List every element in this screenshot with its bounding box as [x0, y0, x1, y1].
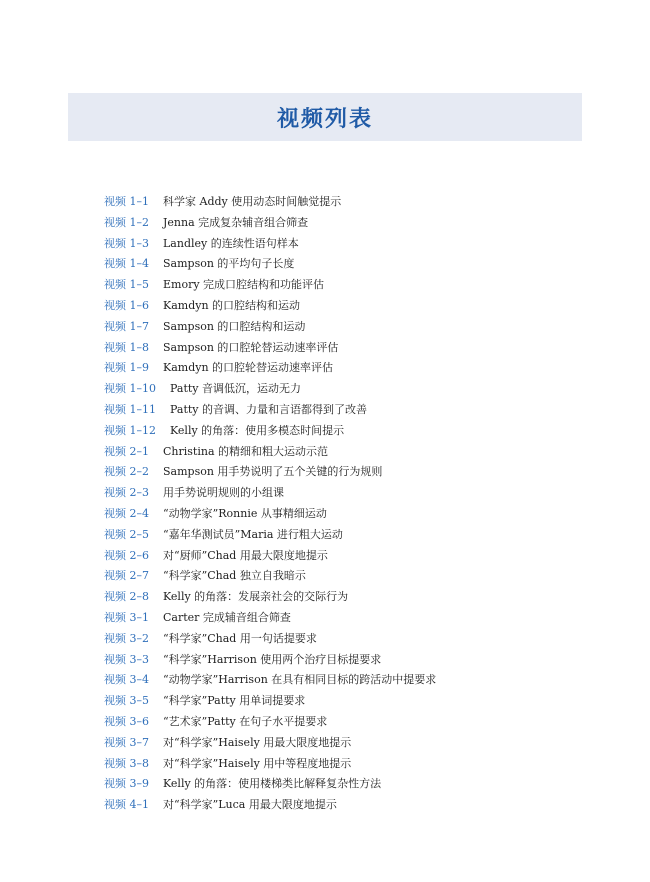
video-label[interactable]: 视频 2–1: [104, 444, 149, 458]
video-label[interactable]: 视频 1–8: [104, 340, 149, 354]
video-title: Jenna 完成复杂辅音组合筛查: [163, 215, 309, 229]
list-item[interactable]: [104, 546, 584, 567]
list-item[interactable]: [104, 234, 584, 255]
video-label[interactable]: 视频 2–8: [104, 590, 149, 604]
video-title: Kelly 的角落：使用楼梯类比解释复杂性方法: [163, 777, 382, 791]
video-label[interactable]: 视频 1–2: [104, 215, 149, 229]
video-title: Sampson 用手势说明了五个关键的行为规则: [163, 465, 383, 479]
video-title: 对“科学家”Haisely 用最大限度地提示: [163, 735, 352, 749]
list-item[interactable]: [104, 650, 584, 671]
video-label[interactable]: 视频 1–12: [104, 423, 156, 437]
video-title: Carter 完成辅音组合筛查: [163, 610, 291, 624]
video-label[interactable]: 视频 3–3: [104, 652, 149, 666]
list-item[interactable]: [104, 442, 584, 463]
list-item[interactable]: [104, 629, 584, 650]
list-item[interactable]: [104, 254, 584, 275]
video-label[interactable]: 视频 3–2: [104, 631, 149, 645]
video-label[interactable]: 视频 2–4: [104, 506, 149, 520]
video-label[interactable]: 视频 2–7: [104, 569, 149, 583]
list-item[interactable]: [104, 213, 584, 234]
video-label[interactable]: 视频 3–1: [104, 610, 149, 624]
list-item[interactable]: [104, 733, 584, 754]
video-title: Patty 音调低沉，运动无力: [170, 382, 302, 396]
list-item[interactable]: [104, 400, 584, 421]
video-label[interactable]: 视频 4–1: [104, 798, 149, 812]
list-item[interactable]: [104, 566, 584, 587]
video-title: 用手势说明规则的小组课: [163, 486, 284, 500]
video-list: [104, 192, 584, 816]
list-item[interactable]: [104, 317, 584, 338]
video-title: “艺术家”Patty 在句子水平提要求: [163, 714, 328, 728]
video-label[interactable]: 视频 3–5: [104, 694, 149, 708]
list-item[interactable]: [104, 483, 584, 504]
video-label[interactable]: 视频 2–3: [104, 486, 149, 500]
video-label[interactable]: 视频 2–2: [104, 465, 149, 479]
page-title: 视频列表: [276, 105, 373, 132]
list-item[interactable]: [104, 608, 584, 629]
video-label[interactable]: 视频 1–6: [104, 298, 149, 312]
list-item[interactable]: [104, 504, 584, 525]
video-title: “科学家”Chad 独立自我暗示: [163, 569, 306, 583]
video-title: Landley 的连续性语句样本: [163, 236, 299, 250]
list-item[interactable]: [104, 774, 584, 795]
video-title: Sampson 的口腔结构和运动: [163, 319, 306, 333]
video-title: Emory 完成口腔结构和功能评估: [163, 278, 325, 292]
video-label[interactable]: 视频 1–10: [104, 382, 156, 396]
video-label[interactable]: 视频 3–4: [104, 673, 149, 687]
list-item[interactable]: [104, 795, 584, 816]
list-item[interactable]: [104, 670, 584, 691]
video-title: 科学家 Addy 使用动态时间触觉提示: [163, 195, 342, 208]
list-item[interactable]: [104, 462, 584, 483]
title-band: [68, 93, 582, 141]
video-label[interactable]: 视频 3–8: [104, 756, 149, 770]
video-title: Kamdyn 的口腔结构和运动: [163, 298, 301, 312]
video-title: Sampson 的平均句子长度: [163, 257, 295, 271]
video-title: “动物学家”Ronnie 从事精细运动: [163, 506, 327, 520]
video-title: “嘉年华测试员”Maria 进行粗大运动: [163, 527, 343, 541]
video-label[interactable]: 视频 1–9: [104, 361, 149, 375]
video-title: Patty 的音调、力量和言语都得到了改善: [170, 402, 368, 416]
video-label[interactable]: 视频 1–7: [104, 319, 149, 333]
list-item[interactable]: [104, 587, 584, 608]
video-title: Christina 的精细和粗大运动示范: [163, 444, 328, 458]
list-item[interactable]: [104, 712, 584, 733]
video-title: “动物学家”Harrison 在具有相同目标的跨活动中提要求: [163, 673, 437, 687]
video-label[interactable]: 视频 1–1: [104, 195, 149, 208]
list-item[interactable]: [104, 275, 584, 296]
video-label[interactable]: 视频 1–5: [104, 278, 149, 292]
video-title: “科学家”Harrison 使用两个治疗目标提要求: [163, 652, 382, 666]
list-item[interactable]: [104, 421, 584, 442]
list-item[interactable]: [104, 379, 584, 400]
video-title: “科学家”Patty 用单词提要求: [163, 694, 306, 708]
list-item[interactable]: [104, 192, 584, 213]
video-title: 对“厨师”Chad 用最大限度地提示: [163, 548, 328, 562]
video-label[interactable]: 视频 1–4: [104, 257, 149, 271]
list-item[interactable]: [104, 296, 584, 317]
video-title: 对“科学家”Haisely 用中等程度地提示: [163, 756, 352, 770]
video-title: Kamdyn 的口腔轮替运动速率评估: [163, 361, 334, 375]
list-item[interactable]: [104, 358, 584, 379]
video-title: Kelly 的角落：使用多模态时间提示: [170, 423, 345, 437]
video-title: Sampson 的口腔轮替运动速率评估: [163, 340, 339, 354]
video-label[interactable]: 视频 1–11: [104, 402, 156, 416]
video-label[interactable]: 视频 3–7: [104, 735, 149, 749]
video-title: Kelly 的角落：发展亲社会的交际行为: [163, 590, 349, 604]
video-title: “科学家”Chad 用一句话提要求: [163, 631, 317, 645]
video-label[interactable]: 视频 1–3: [104, 236, 149, 250]
list-item[interactable]: [104, 525, 584, 546]
video-label[interactable]: 视频 3–6: [104, 714, 149, 728]
list-item[interactable]: [104, 338, 584, 359]
list-item[interactable]: [104, 691, 584, 712]
video-title: 对“科学家”Luca 用最大限度地提示: [163, 798, 337, 812]
video-label[interactable]: 视频 2–5: [104, 527, 149, 541]
list-item[interactable]: [104, 754, 584, 775]
video-label[interactable]: 视频 2–6: [104, 548, 149, 562]
video-label[interactable]: 视频 3–9: [104, 777, 149, 791]
